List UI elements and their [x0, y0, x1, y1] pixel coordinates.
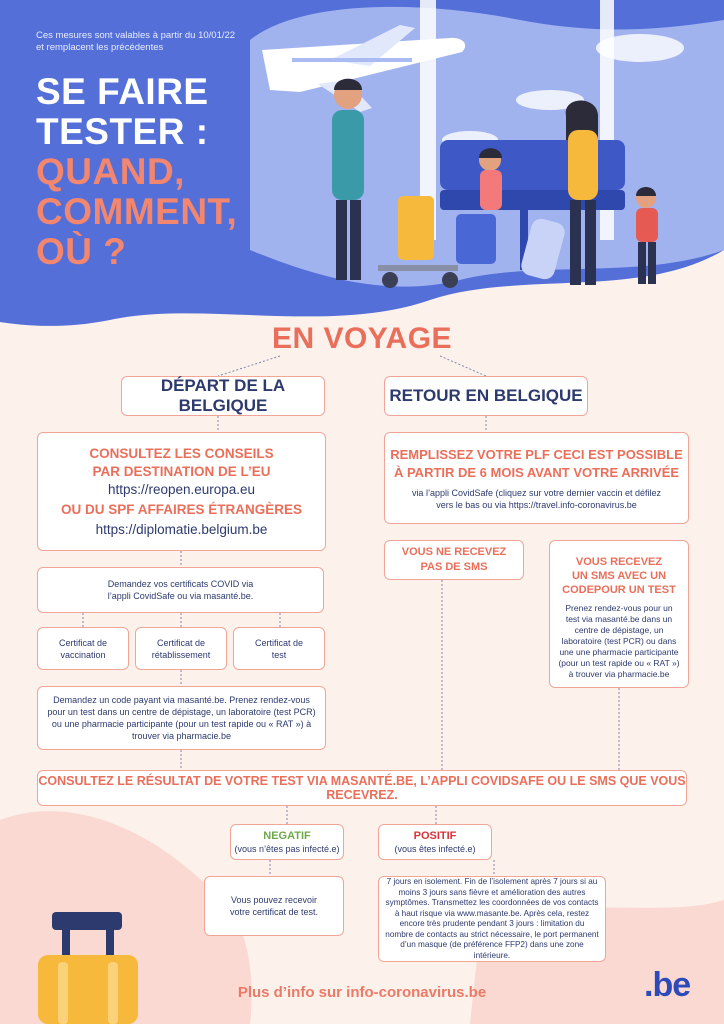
- certificates-box: Demandez vos certificats COVID via l’appli CovidSafe ou via masanté.be.: [37, 567, 324, 613]
- positive-box: [378, 824, 492, 860]
- more-info-link[interactable]: Plus d’info sur info-coronavirus.be: [237, 984, 487, 1001]
- title-line-4: COMMENT,: [36, 191, 238, 232]
- positive-detail-box: 7 jours en isolement. Fin de l’isolement après 7 jours si au moins 3 jours sans fièvre et amélioration des autres symptômes. Transmettez les coordonnées de vos contacts à haut risque via www.masante.be. Après cela, restez encore très prudente pendant 3 jours : limitation du nombre de contacts au strict nécessaire, le port permanent d’un masque (de préférence FFP2) dans une zone intérieure.: [378, 876, 606, 962]
- title-line-1: SE FAIRE: [36, 71, 209, 112]
- sms-line-1: VOUS RECEVEZ: [575, 556, 663, 568]
- positive-sub: (vous êtes infecté.e): [394, 844, 476, 854]
- cert-recovery-box: Certificat de rétablissement: [135, 627, 227, 670]
- negative-box: [230, 824, 344, 860]
- negative-label: NEGATIF: [263, 830, 311, 842]
- advice-line-2: PAR DESTINATION DE L’EU: [92, 464, 271, 479]
- sms-box: [549, 540, 689, 688]
- plf-detail: via l’appli CovidSafe (cliquez sur votre dernier vaccin et défilez vers le bas ou via https://travel.info-coronavirus.be: [411, 488, 662, 510]
- return-heading: RETOUR EN BELGIQUE: [384, 376, 588, 416]
- sms-line-2: UN SMS AVEC UN: [571, 570, 667, 582]
- paid-code-box: Demandez un code payant via masanté.be. Prenez rendez-vous pour un test dans un centre de dépistage, un laboratoire (test PCR) ou une pharmacie participante (pour un test rapide ou « RAT ») à trouver via pharmacie.be: [37, 686, 326, 750]
- advice-line-1: CONSULTEZ LES CONSEILS: [89, 446, 274, 461]
- no-sms-line-2: PAS DE SMS: [420, 561, 488, 573]
- reopen-link[interactable]: https://reopen.europa.eu: [107, 482, 256, 497]
- no-sms-box: [384, 540, 524, 580]
- departure-advice-box: [37, 432, 326, 551]
- plf-line-2: À PARTIR DE 6 MOIS AVANT VOTRE ARRIVÉE: [393, 465, 680, 480]
- plf-line-1: REMPLISSEZ VOTRE PLF CECI EST POSSIBLE: [390, 447, 683, 462]
- cert-test-box: Certificat de test: [233, 627, 325, 670]
- sms-detail: Prenez rendez-vous pour un test via masanté.be dans un centre de dépistage, un laboratoire (test PCR) ou dans une une pharmacie participante (pour un test rapide ou « RAT ») à trouver via pharmacie.be: [558, 603, 680, 679]
- section-title: EN VOYAGE: [271, 322, 453, 355]
- title-line-2: TESTER :: [36, 111, 209, 152]
- title-line-5: OÙ ?: [36, 231, 127, 272]
- validity-notice: Ces mesures sont valables à partir du 10/01/22 et remplacent les précédentes: [36, 30, 236, 53]
- diplomatie-link[interactable]: https://diplomatie.belgium.be: [95, 522, 268, 537]
- advice-line-3: OU DU SPF AFFAIRES ÉTRANGÈRES: [60, 502, 303, 517]
- title-line-3: QUAND,: [36, 151, 185, 192]
- consult-result-box: CONSULTEZ LE RÉSULTAT DE VOTRE TEST VIA MASANTÉ.BE, L’APPLI COVIDSAFE OU LE SMS QUE VOUS RECEVREZ.: [37, 770, 687, 806]
- positive-label: POSITIF: [413, 830, 457, 842]
- plf-box: [384, 432, 689, 524]
- main-title: [36, 72, 237, 272]
- departure-heading: DÉPART DE LA BELGIQUE: [121, 376, 325, 416]
- negative-detail-box: Vous pouvez recevoir votre certificat de test.: [204, 876, 344, 936]
- sms-line-3: CODEPOUR UN TEST: [562, 584, 676, 596]
- be-logo: .be: [644, 966, 691, 1004]
- negative-sub: (vous n’êtes pas infecté.e): [234, 844, 340, 854]
- no-sms-line-1: VOUS NE RECEVEZ: [401, 546, 507, 558]
- cert-vaccination-box: Certificat de vaccination: [37, 627, 129, 670]
